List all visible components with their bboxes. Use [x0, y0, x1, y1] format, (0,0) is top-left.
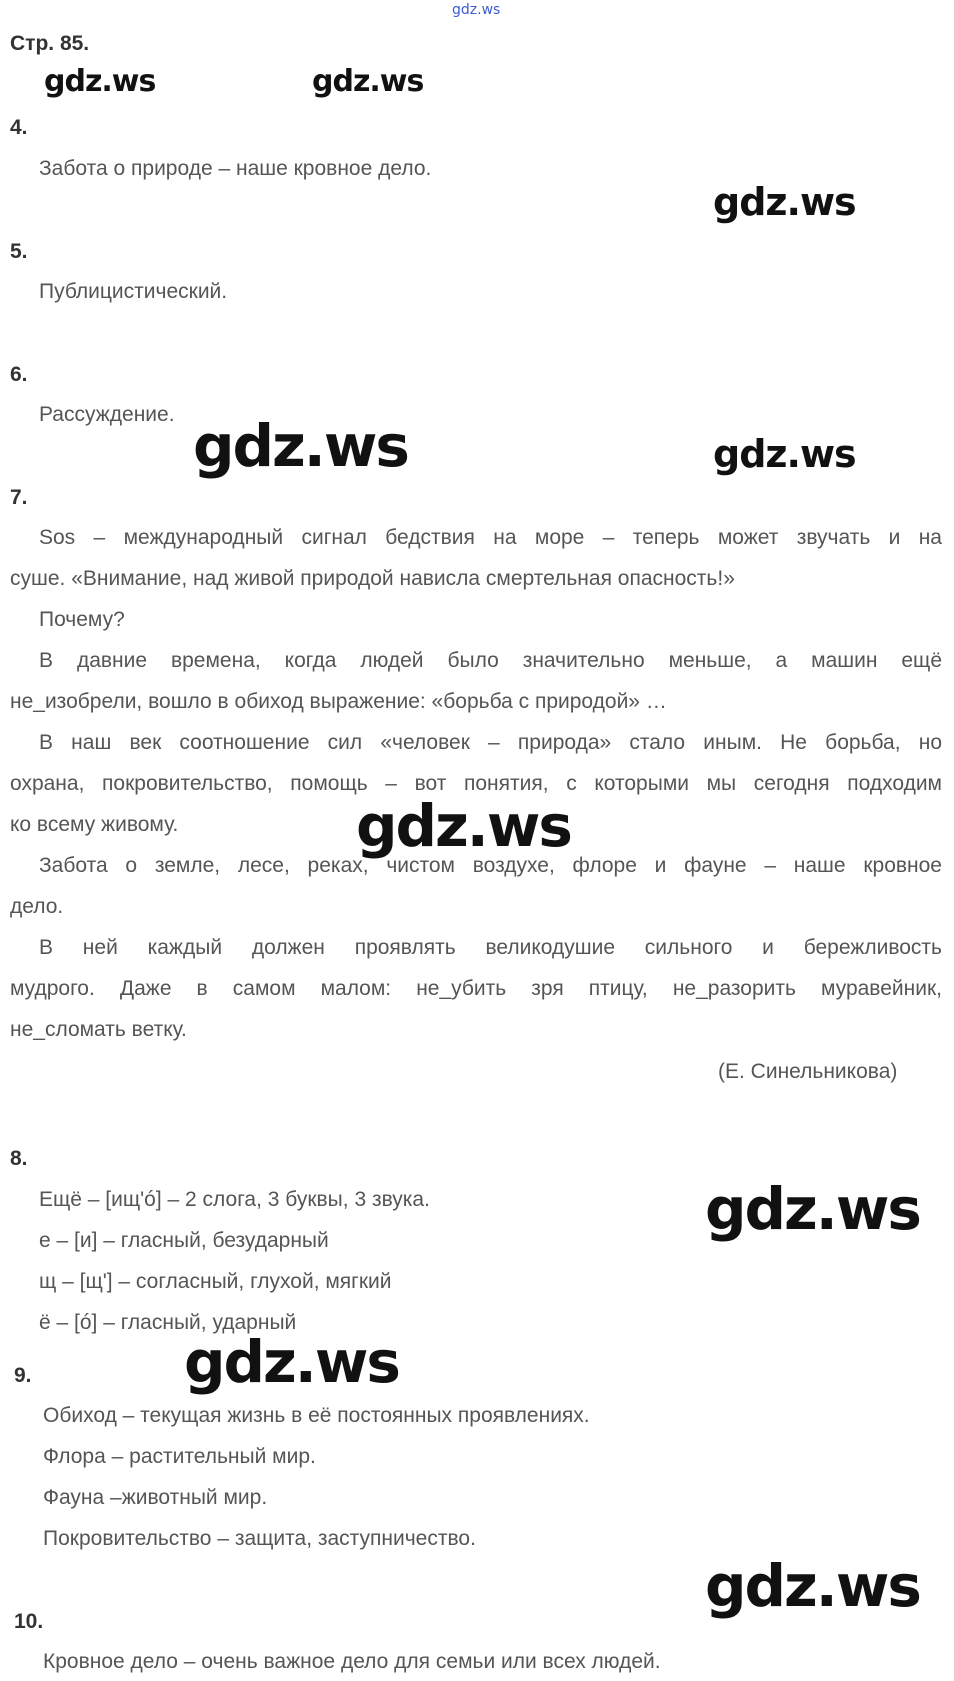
text-line: В давние времена, когда людей было значительно меньше, а машин ещё [39, 649, 942, 672]
text-line: Забота о земле, лесе, реках, чистом воздухе, флоре и фауне – наше кровное [39, 854, 942, 877]
page-label: Стр. 85. [10, 32, 90, 55]
answer-line: Публицистический. [39, 280, 228, 303]
answer-line: Фауна –животный мир. [43, 1486, 268, 1509]
watermark: gdz.ws [356, 792, 571, 860]
task-number: 6. [10, 363, 28, 386]
text-line: охрана, покровительство, помощь – вот понятия, с которыми мы сегодня подходим [10, 772, 942, 795]
watermark: gdz.ws [184, 1328, 399, 1396]
text-line: В наш век соотношение сил «человек – природа» стало иным. Не борьба, но [39, 731, 942, 754]
text-line: мудрого. Даже в самом малом: не_убить зря птицу, не_разорить муравейник, [10, 977, 942, 1000]
task-number: 5. [10, 240, 28, 263]
task-number: 10. [14, 1610, 44, 1633]
watermark: gdz.ws [193, 412, 408, 480]
task-number: 7. [10, 486, 28, 509]
watermark: gdz.ws [44, 64, 156, 99]
watermark: gdz.ws [705, 1552, 920, 1620]
watermark: gdz.ws [713, 432, 856, 476]
answer-line: Обиход – текущая жизнь в её постоянных проявлениях. [43, 1404, 590, 1427]
answer-line: Забота о природе – наше кровное дело. [39, 157, 432, 180]
answer-line: ё – [ó] – гласный, ударный [39, 1311, 297, 1334]
text-line: В ней каждый должен проявлять великодушие сильного и бережливость [39, 936, 942, 959]
answer-line: Покровительство – защита, заступничество. [43, 1527, 476, 1550]
text-line: дело. [10, 895, 64, 918]
watermark: gdz.ws [705, 1175, 920, 1243]
answer-line: Рассуждение. [39, 403, 175, 426]
text-line: суше. «Внимание, над живой природой нависла смертельная опасность!» [10, 567, 735, 590]
answer-line: е – [и] – гласный, безударный [39, 1229, 329, 1252]
answer-line: Кровное дело – очень важное дело для семьи или всех людей. [43, 1650, 661, 1673]
watermark: gdz.ws [312, 64, 424, 99]
author-attribution: (Е. Синельникова) [718, 1060, 898, 1083]
task-number: 4. [10, 116, 28, 139]
answer-line: Ещё – [ищ'ó] – 2 слога, 3 буквы, 3 звука. [39, 1188, 430, 1211]
text-line: ко всему живому. [10, 813, 179, 836]
text-line: не_сломать ветку. [10, 1018, 187, 1041]
watermark-top: gdz.ws [452, 2, 501, 18]
text-line: не_изобрели, вошло в обиход выражение: «борьба с природой» … [10, 690, 667, 713]
task-number: 8. [10, 1147, 28, 1170]
answer-line: Флора – растительный мир. [43, 1445, 316, 1468]
task-number: 9. [14, 1364, 32, 1387]
text-line: Sos – международный сигнал бедствия на море – теперь может звучать и на [39, 526, 942, 549]
text-line: Почему? [39, 608, 125, 631]
watermark: gdz.ws [713, 180, 856, 224]
answer-line: щ – [щ'] – согласный, глухой, мягкий [39, 1270, 392, 1293]
